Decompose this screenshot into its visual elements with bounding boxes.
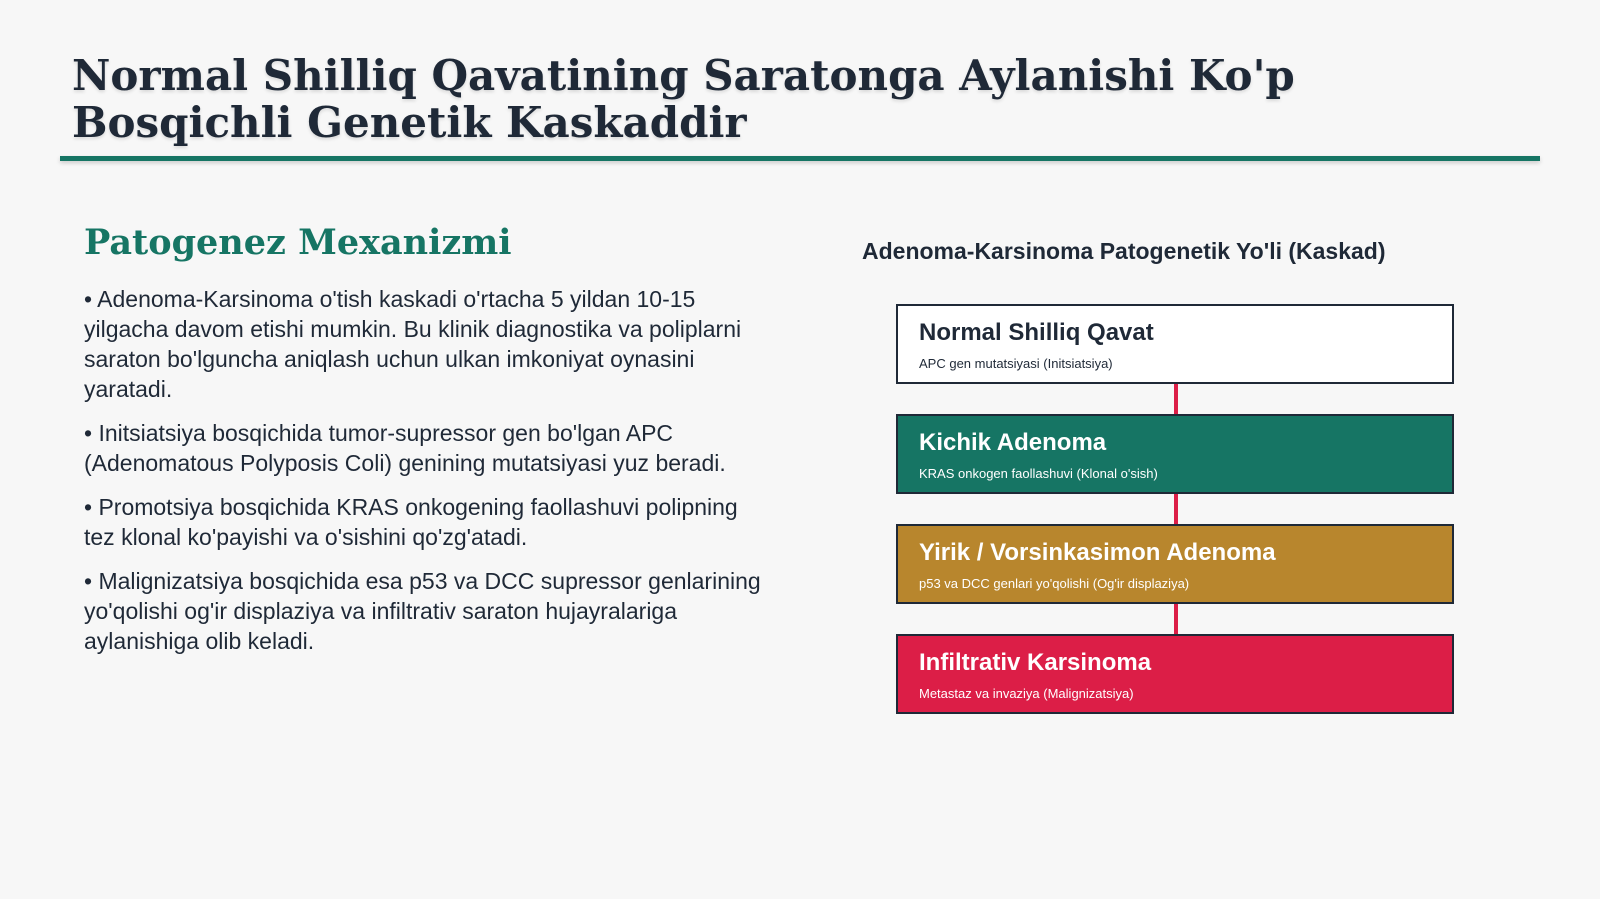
stage-title: Kichik Adenoma: [919, 429, 1107, 456]
slide-title: Normal Shilliq Qavatining Saratonga Aylanishi Ko'p Bosqichli Genetik Kaskaddir: [72, 51, 1295, 147]
stage-normal-mucosa: [896, 304, 1454, 384]
stage-subtitle: p53 va DCC genlari yo'qolishi (Og'ir displaziya): [919, 576, 1190, 591]
cascade-connector: [1174, 604, 1178, 634]
cascade-connector: [1174, 384, 1178, 414]
title-divider: [60, 156, 1540, 161]
mechanism-section: [84, 220, 774, 670]
section-heading: Patogenez Mexanizmi: [84, 222, 512, 263]
stage-small-adenoma: [896, 414, 1454, 494]
stage-infiltrative-carcinoma: [896, 634, 1454, 714]
stage-title: Yirik / Vorsinkasimon Adenoma: [919, 539, 1276, 566]
stage-subtitle: Metastaz va invaziya (Malignizatsiya): [919, 686, 1134, 701]
stage-title: Infiltrativ Karsinoma: [919, 649, 1152, 676]
bullet-item: • Malignizatsiya bosqichida esa p53 va DCC supressor genlarining yo'qolishi og'ir displaziya va infiltrativ saraton hujayralariga aylanishiga olib keladi.: [84, 568, 761, 654]
stage-title: Normal Shilliq Qavat: [919, 319, 1154, 346]
stage-large-adenoma: [896, 524, 1454, 604]
stage-subtitle: APC gen mutatsiyasi (Initsiatsiya): [919, 356, 1113, 371]
cascade-connector: [1174, 494, 1178, 524]
diagram-title: Adenoma-Karsinoma Patogenetik Yo'li (Kaskad): [862, 238, 1386, 264]
bullet-item: • Initsiatsiya bosqichida tumor-supressor gen bo'lgan APC (Adenomatous Polyposis Coli) genining mutatsiyasi yuz beradi.: [84, 420, 726, 476]
bullet-item: • Promotsiya bosqichida KRAS onkogening faollashuvi polipning tez klonal ko'payishi va o'sishini qo'zg'atadi.: [84, 494, 738, 550]
bullet-item: • Adenoma-Karsinoma o'tish kaskadi o'rtacha 5 yildan 10-15 yilgacha davom etishi mumkin. Bu klinik diagnostika va poliplarni saraton bo'lguncha aniqlash uchun ulkan imkoniyat oynasini yaratadi.: [84, 286, 742, 402]
stage-subtitle: KRAS onkogen faollashuvi (Klonal o'sish): [919, 466, 1158, 481]
